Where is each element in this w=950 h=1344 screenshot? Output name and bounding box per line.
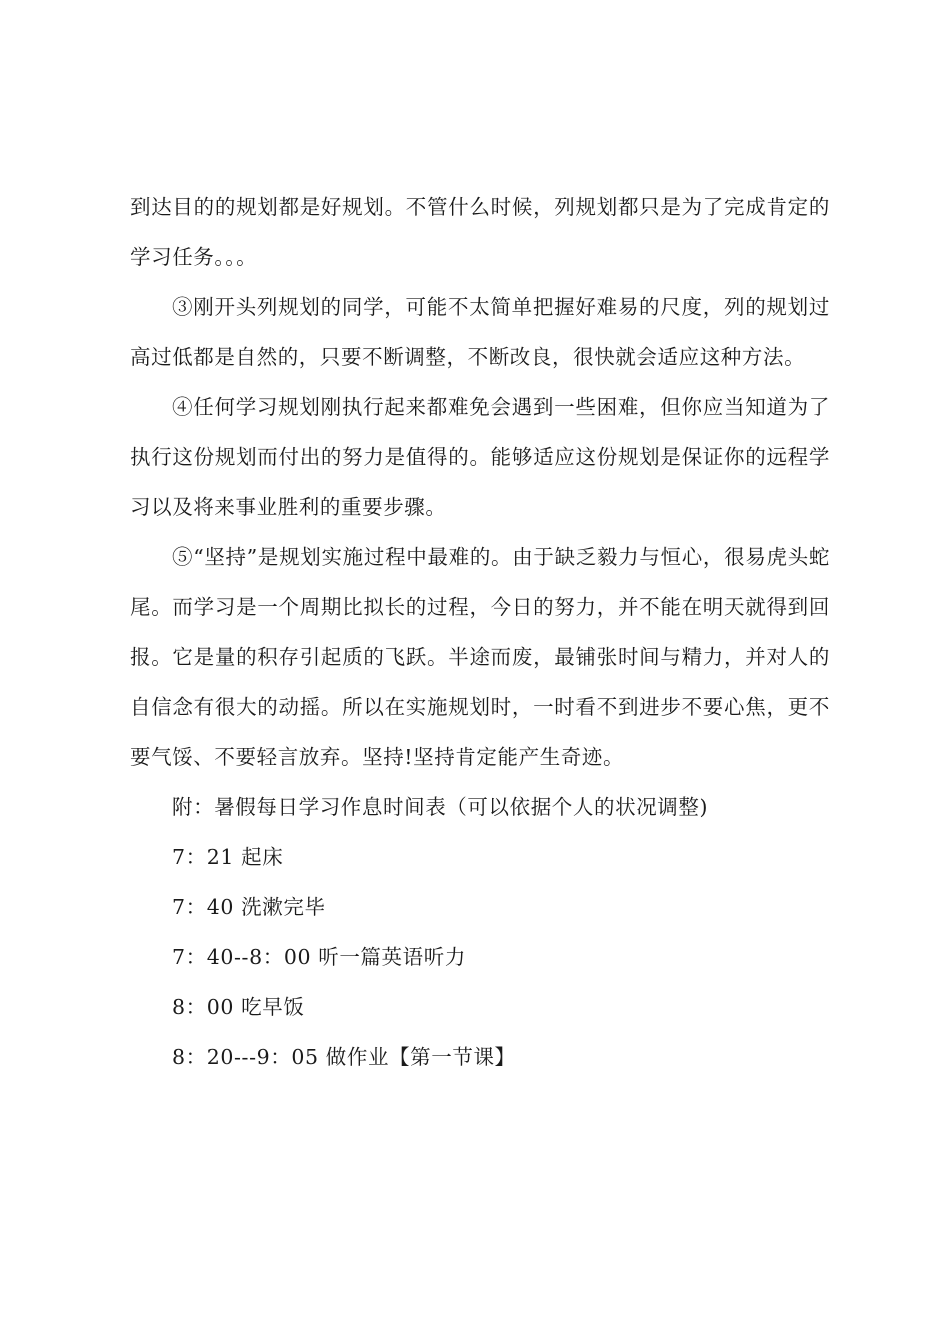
- paragraph-point-5: ⑤“坚持”是规划实施过程中最难的。由于缺乏毅力与恒心，很易虎头蛇尾。而学习是一个周期比拟长的过程，今日的努力，并不能在明天就得到回报。它是量的积存引起质的飞跃。半途而废，最铺张时间与精力，并对人的自信念有很大的动摇。所以在实施规划时，一时看不到进步不要心焦，更不要气馁、不要轻言放弃。坚持!坚持肯定能产生奇迹。: [130, 545, 830, 769]
- schedule-item: 7：40--8：00 听一篇英语听力: [172, 945, 466, 969]
- document-body: [130, 182, 830, 1082]
- schedule-title: 附：暑假每日学习作息时间表（可以依据个人的状况调整): [172, 795, 709, 819]
- schedule-item: 7：40 洗漱完毕: [172, 895, 326, 919]
- schedule-item: 8：20---9：05 做作业【第一节课】: [172, 1045, 516, 1069]
- paragraph-point-4: ④任何学习规划刚执行起来都难免会遇到一些困难，但你应当知道为了执行这份规划而付出的努力是值得的。能够适应这份规划是保证你的远程学习以及将来事业胜利的重要步骤。: [130, 395, 830, 519]
- paragraph-continuation: 到达目的的规划都是好规划。不管什么时候，列规划都只是为了完成肯定的学习任务。。。: [130, 195, 830, 269]
- schedule-item: 8：00 吃早饭: [172, 995, 305, 1019]
- schedule-item: 7：21 起床: [172, 845, 284, 869]
- paragraph-point-3: ③刚开头列规划的同学，可能不太简单把握好难易的尺度，列的规划过高过低都是自然的，只要不断调整，不断改良，很快就会适应这种方法。: [130, 295, 830, 369]
